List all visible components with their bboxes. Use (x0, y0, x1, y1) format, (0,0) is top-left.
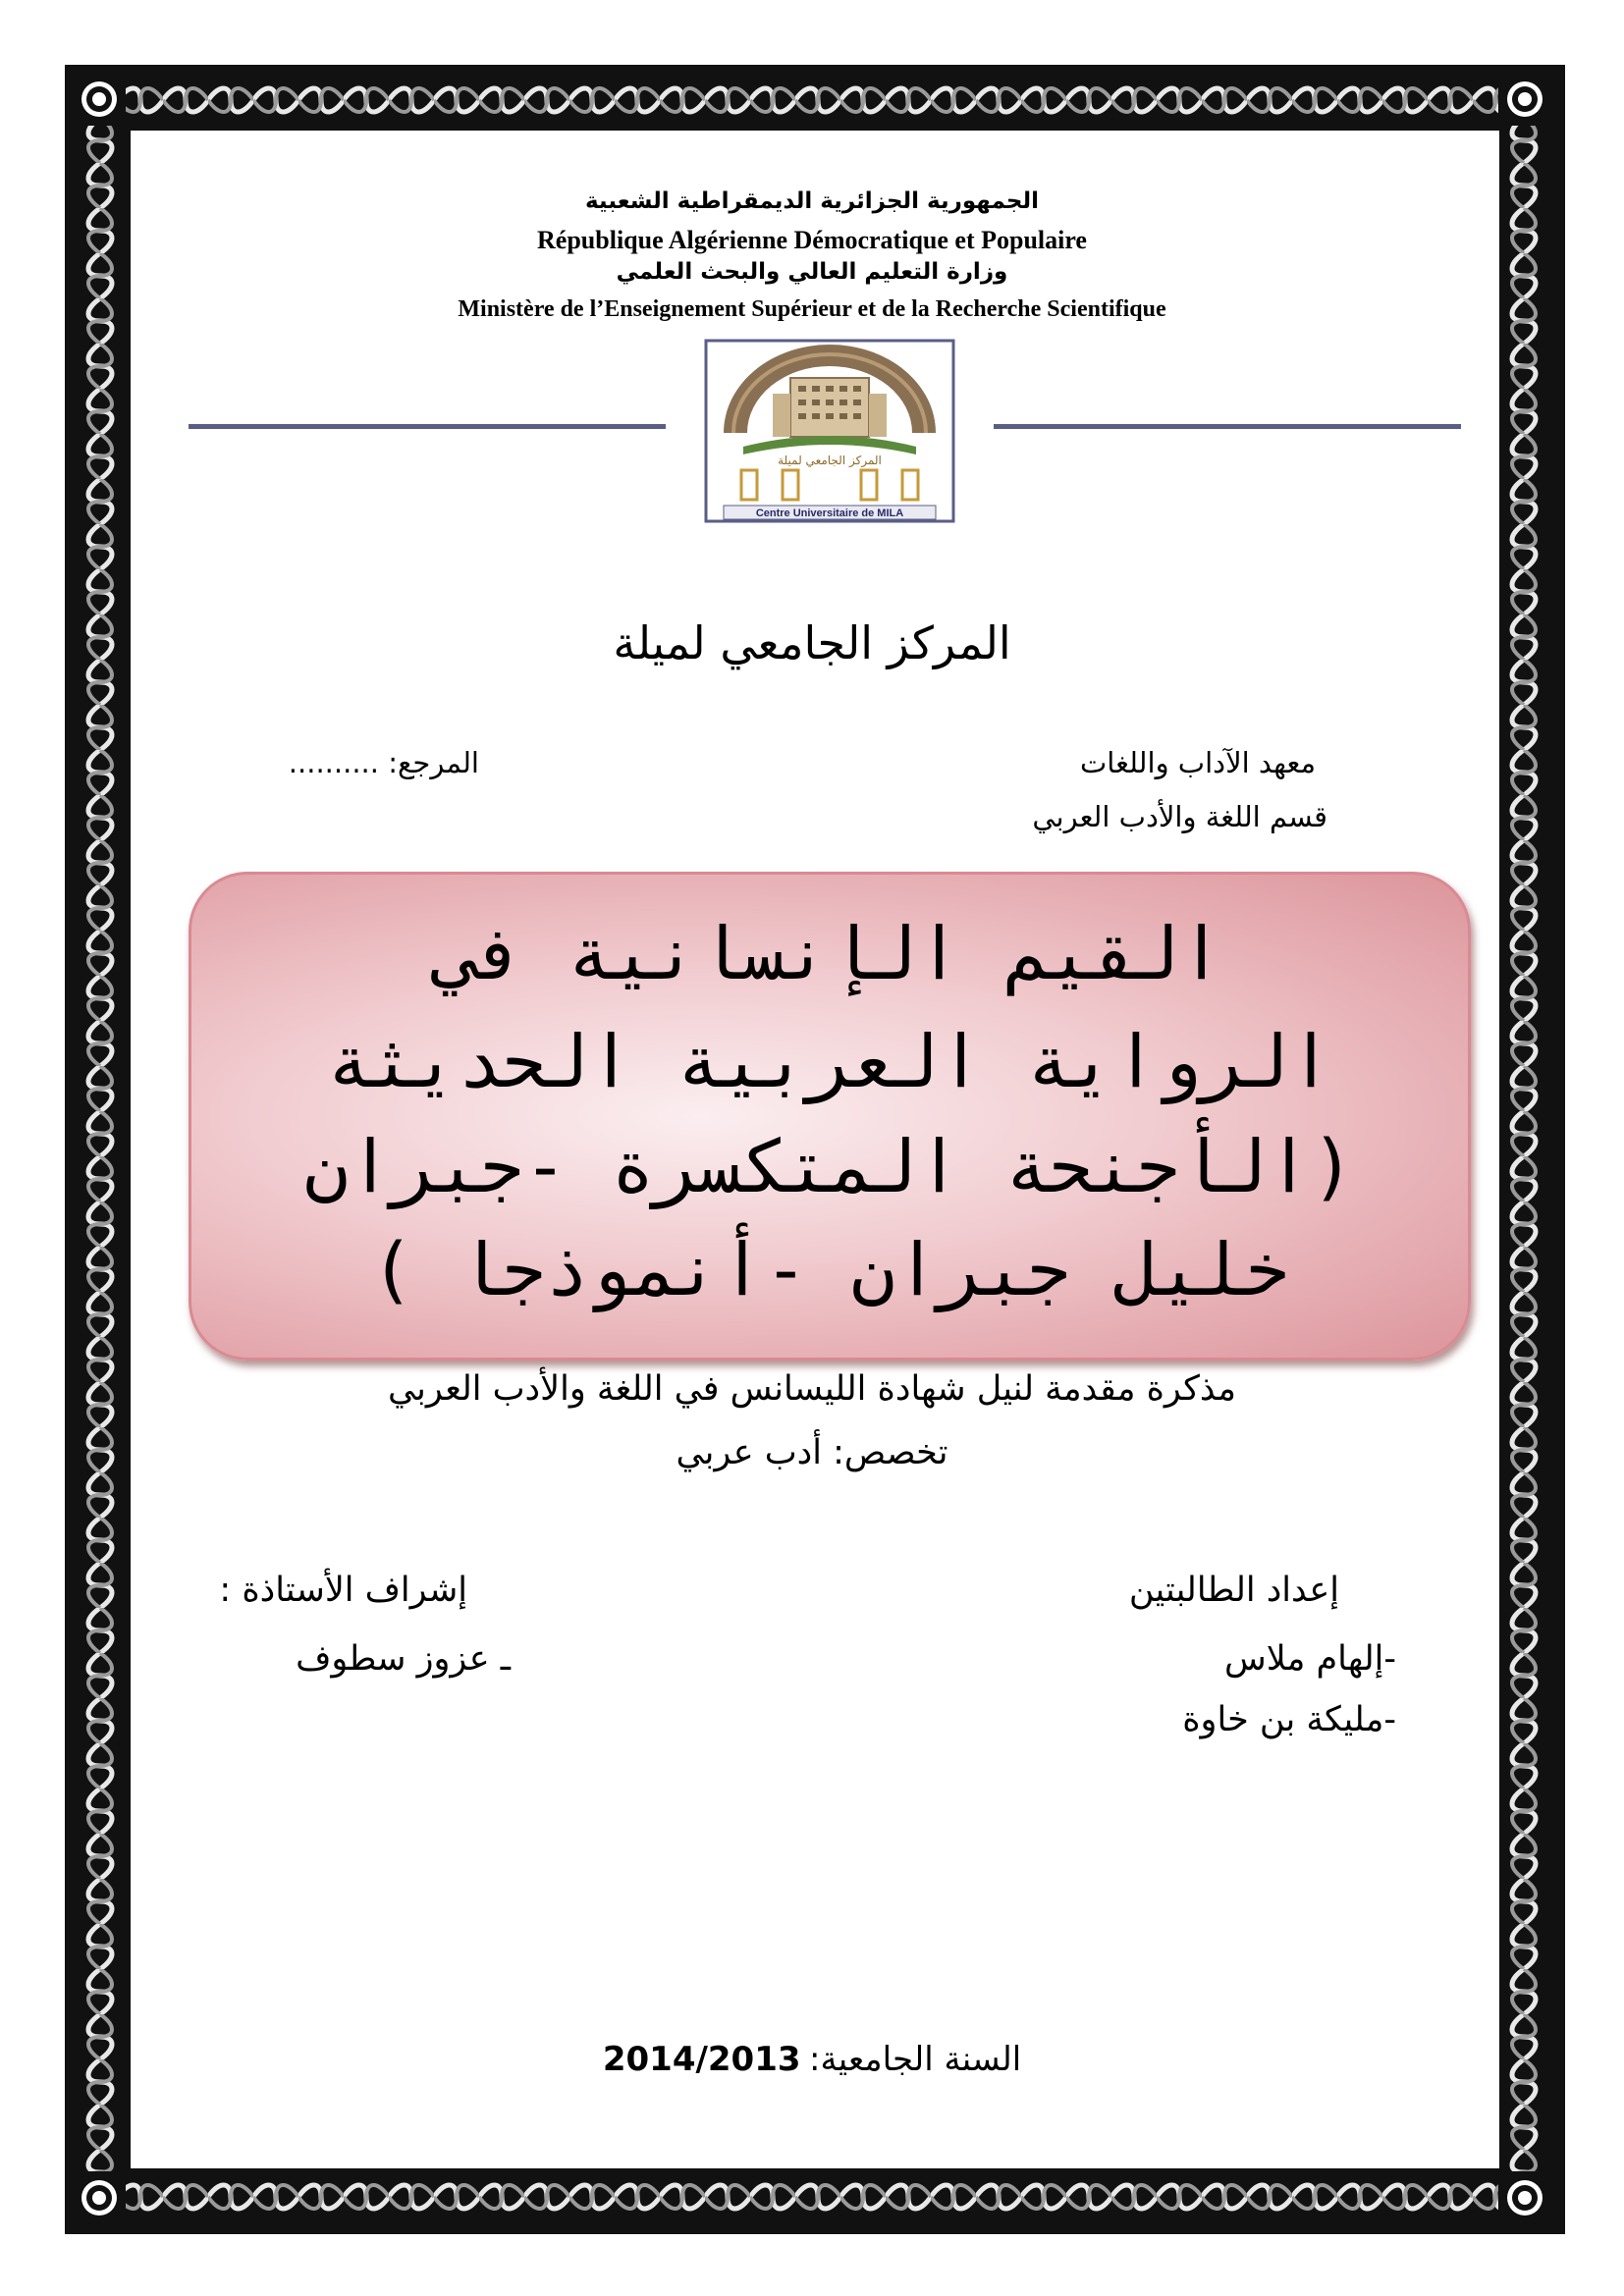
corner-ornament-icon (73, 73, 126, 126)
university-name: المركز الجامعي لميلة (613, 616, 1011, 669)
institute-name: معهد الآداب واللغات (1079, 746, 1316, 779)
supervisor-heading: إشراف الأستاذة : (219, 1571, 467, 1610)
header-rule-left (189, 424, 666, 429)
student-name: -مليكة بن خاوة (1182, 1700, 1396, 1739)
supervisor-name: ـ عزوز سطوف (296, 1639, 511, 1679)
logo-caption: Centre Universitaire de MILA (755, 507, 904, 519)
republic-french: République Algérienne Démocratique et Populaire (537, 226, 1087, 254)
student-name: -إلهام ملاس (1224, 1639, 1396, 1679)
border-pattern-right (1504, 118, 1543, 2179)
thesis-title-box (189, 872, 1471, 1361)
header-rule-right (994, 424, 1461, 429)
thesis-title-line: (الأجنحة المتكسرة -جبران (304, 1125, 1355, 1209)
republic-arabic: الجمهورية الجزائرية الديمقراطية الشعبية (584, 188, 1040, 214)
border-pattern-top (118, 80, 1506, 120)
ministry-french: Ministère de l’Enseignement Supérieur et de la Recherche Scientifique (458, 296, 1166, 322)
thesis-title-line: خليل جبران -أنموذجا ) (370, 1228, 1289, 1312)
thesis-title-line: القيم الإنسانية في (436, 912, 1223, 996)
academic-year (0, 2040, 1624, 2079)
memo-description: مذكرة مقدمة لنيل شهادة الليسانس في اللغة والأدب العربي (387, 1369, 1237, 1409)
department-name: قسم اللغة والأدب العربي (1032, 800, 1327, 833)
border-pattern-left (81, 118, 120, 2179)
thesis-title-line: الرواية العربية الحديثة (326, 1020, 1333, 1104)
ministry-arabic: وزارة التعليم العالي والبحث العلمي (616, 259, 1008, 285)
academic-year-value: 2014/2013 (602, 2040, 801, 2079)
academic-year-label: السنة الجامعية: (809, 2040, 1022, 2079)
corner-ornament-icon (73, 2171, 126, 2224)
university-logo (704, 339, 955, 523)
students-heading: إعداد الطالبتين (1128, 1571, 1339, 1610)
border-pattern-bottom (118, 2177, 1506, 2216)
reference-field: المرجع: .......... (288, 746, 479, 779)
corner-ornament-icon (1498, 2171, 1551, 2224)
logo-name-text: المركز الجامعي لميلة (778, 454, 882, 467)
corner-ornament-icon (1498, 73, 1551, 126)
specialty: تخصص: أدب عربي (676, 1433, 948, 1472)
